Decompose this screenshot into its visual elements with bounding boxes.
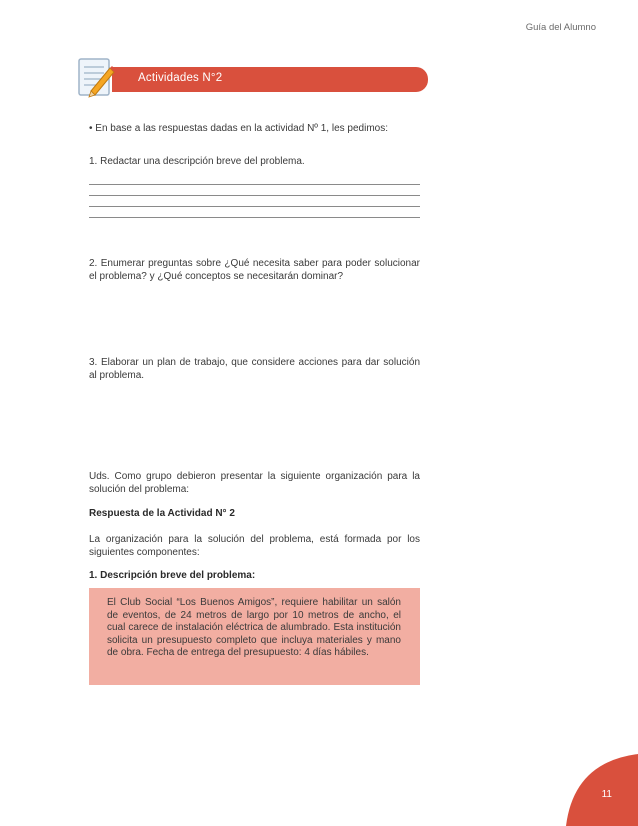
item-3: 3. Elaborar un plan de trabajo, que considere acciones para dar solución al problema. xyxy=(89,357,420,381)
problem-description-text: El Club Social “Los Buenos Amigos”, requiere habilitar un salón de eventos, de 24 metros de largo por 10 metros de ancho, el cual carece de instalación eléctrica de alumbrado. Esta institución solicita un presupuesto completo que incluya materiales y mano de obra. Fecha de entrega del presupuesto: 4 días hábiles. xyxy=(107,597,401,658)
guide-label: Guía del Alumno xyxy=(525,22,596,33)
banner-title: Actividades N°2 xyxy=(138,72,223,84)
writing-line xyxy=(89,195,420,196)
problem-description-box xyxy=(89,588,420,685)
notepad-pencil-icon xyxy=(76,56,118,100)
writing-line xyxy=(89,206,420,207)
writing-lines xyxy=(89,184,420,228)
writing-line xyxy=(89,217,420,218)
page-number: 11 xyxy=(601,789,612,800)
response-intro: La organización para la solución del problema, está formada por los siguientes componentes: xyxy=(89,534,420,558)
response-heading: Respuesta de la Actividad N° 2 xyxy=(89,508,235,519)
organization-intro: Uds. Como grupo debieron presentar la siguiente organización para la solución del problema: xyxy=(89,471,420,495)
item-1: 1. Redactar una descripción breve del problema. xyxy=(89,156,305,167)
component-1-heading: 1. Descripción breve del problema: xyxy=(89,570,256,581)
activity-banner xyxy=(112,67,428,92)
writing-line xyxy=(89,184,420,185)
item-2: 2. Enumerar preguntas sobre ¿Qué necesita saber para poder solucionar el problema? y ¿Qué conceptos se necesitarán dominar? xyxy=(89,258,420,282)
intro-text: • En base a las respuestas dadas en la actividad Nº 1, les pedimos: xyxy=(89,123,388,134)
